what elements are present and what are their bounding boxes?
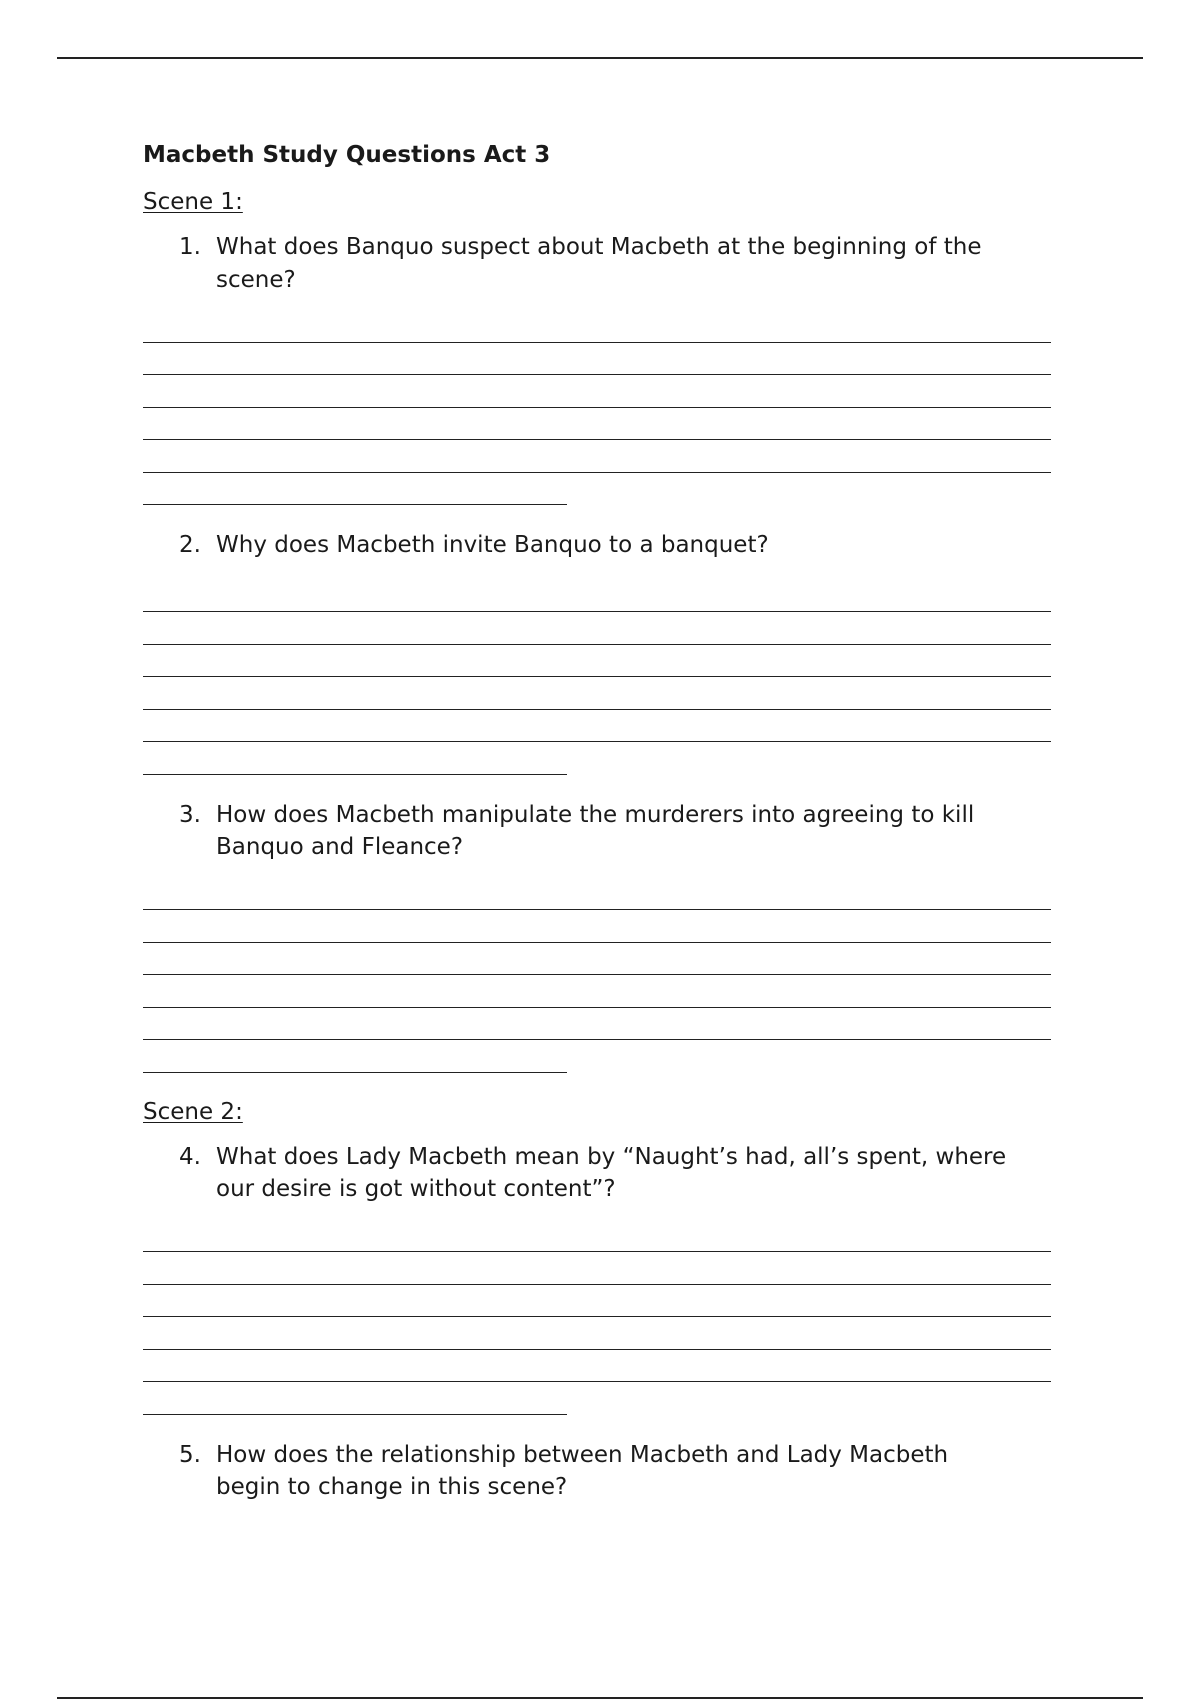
answer-line[interactable] bbox=[143, 677, 1051, 710]
answer-line[interactable] bbox=[143, 440, 1051, 473]
answer-line[interactable] bbox=[143, 1220, 1051, 1253]
answer-lines-3[interactable] bbox=[143, 878, 1051, 1073]
answer-lines-1[interactable] bbox=[143, 310, 1051, 505]
answer-line[interactable] bbox=[143, 1317, 1051, 1350]
page-bottom-rule bbox=[57, 1697, 1143, 1699]
answer-lines-4[interactable] bbox=[143, 1220, 1051, 1415]
answer-line[interactable] bbox=[143, 375, 1051, 408]
question-text-line: What does Lady Macbeth mean by “Naught’s had, all’s spent, where bbox=[216, 1143, 1007, 1170]
question-text bbox=[216, 1141, 1051, 1206]
question-4 bbox=[143, 1141, 1051, 1206]
question-text bbox=[216, 1439, 1051, 1504]
answer-line[interactable] bbox=[143, 742, 567, 775]
answer-line[interactable] bbox=[143, 878, 1051, 911]
worksheet-content bbox=[143, 140, 1051, 1504]
question-number: 2. bbox=[179, 532, 201, 558]
question-2 bbox=[143, 529, 1051, 562]
question-text-line: begin to change in this scene? bbox=[216, 1474, 568, 1500]
question-text-line: How does Macbeth manipulate the murderers into agreeing to kill bbox=[216, 801, 975, 828]
answer-line[interactable] bbox=[143, 408, 1051, 441]
answer-line[interactable] bbox=[143, 343, 1051, 376]
scene-1-heading: Scene 1: bbox=[143, 189, 243, 215]
scene-2-heading: Scene 2: bbox=[143, 1098, 243, 1125]
worksheet-title: Macbeth Study Questions Act 3 bbox=[143, 142, 551, 168]
answer-line[interactable] bbox=[143, 943, 1051, 976]
question-5 bbox=[143, 1439, 1051, 1504]
question-number: 5. bbox=[179, 1441, 201, 1468]
answer-line[interactable] bbox=[143, 1382, 567, 1415]
question-text-line: How does the relationship between Macbeth and Lady Macbeth bbox=[216, 1441, 949, 1468]
answer-line[interactable] bbox=[143, 612, 1051, 645]
answer-line[interactable] bbox=[143, 310, 1051, 343]
page-top-rule bbox=[57, 57, 1143, 59]
answer-line[interactable] bbox=[143, 1252, 1051, 1285]
answer-line[interactable] bbox=[143, 580, 1051, 613]
answer-line[interactable] bbox=[143, 710, 1051, 743]
answer-line[interactable] bbox=[143, 473, 567, 506]
answer-line[interactable] bbox=[143, 1040, 567, 1073]
question-text-line: What does Banquo suspect about Macbeth at the beginning of the bbox=[216, 234, 982, 260]
question-text bbox=[216, 231, 1051, 296]
question-number: 3. bbox=[179, 801, 201, 828]
question-text-line: scene? bbox=[216, 266, 296, 293]
answer-line[interactable] bbox=[143, 910, 1051, 943]
question-text bbox=[216, 799, 1051, 864]
question-text-line: Why does Macbeth invite Banquo to a banquet? bbox=[216, 532, 769, 558]
question-text-line: our desire is got without content”? bbox=[216, 1176, 616, 1202]
answer-line[interactable] bbox=[143, 975, 1051, 1008]
question-text bbox=[216, 529, 1051, 562]
answer-line[interactable] bbox=[143, 1008, 1051, 1041]
answer-line[interactable] bbox=[143, 1285, 1051, 1318]
answer-line[interactable] bbox=[143, 645, 1051, 678]
question-number: 4. bbox=[179, 1143, 201, 1170]
answer-lines-2[interactable] bbox=[143, 580, 1051, 775]
question-3 bbox=[143, 799, 1051, 864]
question-1 bbox=[143, 231, 1051, 296]
question-text-line: Banquo and Fleance? bbox=[216, 834, 464, 860]
answer-line[interactable] bbox=[143, 1350, 1051, 1383]
question-number: 1. bbox=[179, 234, 201, 260]
